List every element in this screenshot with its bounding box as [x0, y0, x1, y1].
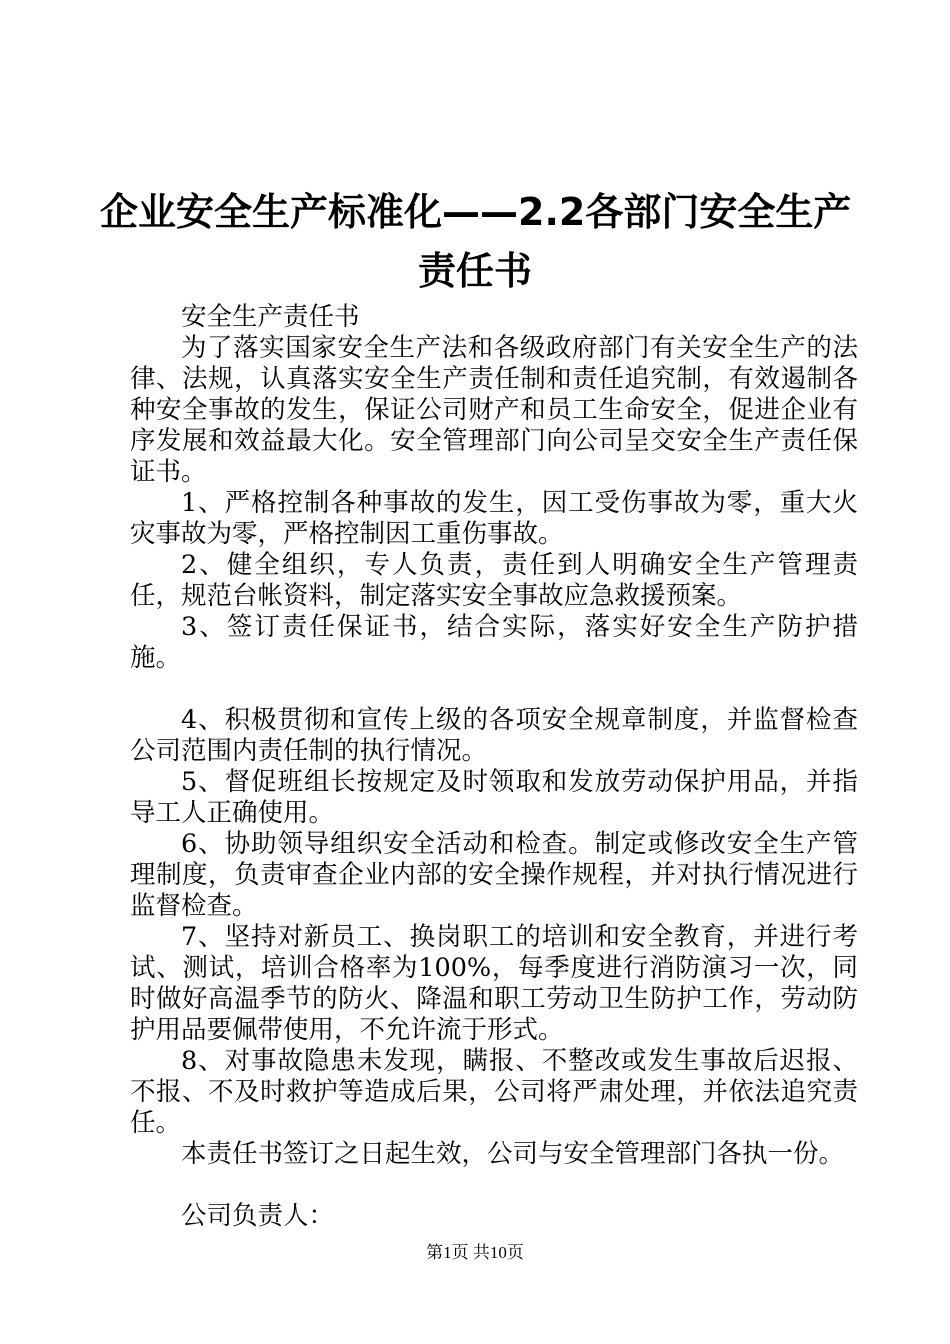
document-title-line-2: 责任书 — [417, 249, 532, 293]
clause-3: 3、签订责任保证书，结合实际，落实好安全生产防护措施。 — [130, 612, 858, 673]
document-title-line-1: 企业安全生产标准化——2.2各部门安全生产 — [100, 190, 852, 234]
clause-7: 7、坚持对新员工、换岗职工的培训和安全教育，并进行考试、测试，培训合格率为100%，每季度进行消防演习一次，同时做好高温季节的防火、降温和职工劳动卫生防护工作，劳动防护用品要佩带使用，不允许流于形式。 — [130, 922, 858, 1045]
clause-8: 8、对事故隐患未发现，瞒报、不整改或发生事故后迟报、不报、不及时救护等造成后果，公司将严肃处理，并依法追究责任。 — [130, 1046, 858, 1138]
clause-1: 1、严格控制各种事故的发生，因工受伤事故为零，重大火灾事故为零，严格控制因工重伤事故。 — [130, 488, 858, 549]
document-body — [130, 302, 858, 1232]
clause-5: 5、督促班组长按规定及时领取和发放劳动保护用品，并指导工人正确使用。 — [130, 767, 858, 828]
page-footer: 第1页 共10页 — [426, 1243, 524, 1262]
clause-6: 6、协助领导组织安全活动和检查。制定或修改安全生产管理制度，负责审查企业内部的安全操作规程，并对执行情况进行监督检查。 — [130, 829, 858, 921]
closing-paragraph: 本责任书签订之日起生效，公司与安全管理部门各执一份。 — [181, 1139, 845, 1169]
clause-2: 2、健全组织，专人负责，责任到人明确安全生产管理责任，规范台帐资料，制定落实安全事故应急救援预案。 — [130, 550, 858, 611]
clause-4: 4、积极贯彻和宣传上级的各项安全规章制度，并监督检查公司范围内责任制的执行情况。 — [130, 705, 858, 766]
section-heading: 安全生产责任书 — [181, 302, 360, 332]
intro-paragraph: 为了落实国家安全生产法和各级政府部门有关安全生产的法律、法规，认真落实安全生产责任制和责任追究制，有效遏制各种安全事故的发生，保证公司财产和员工生命安全，促进企业有序发展和效益最大化。安全管理部门向公司呈交安全生产责任保证书。 — [130, 333, 858, 487]
signature-label: 公司负责人： — [181, 1201, 335, 1231]
